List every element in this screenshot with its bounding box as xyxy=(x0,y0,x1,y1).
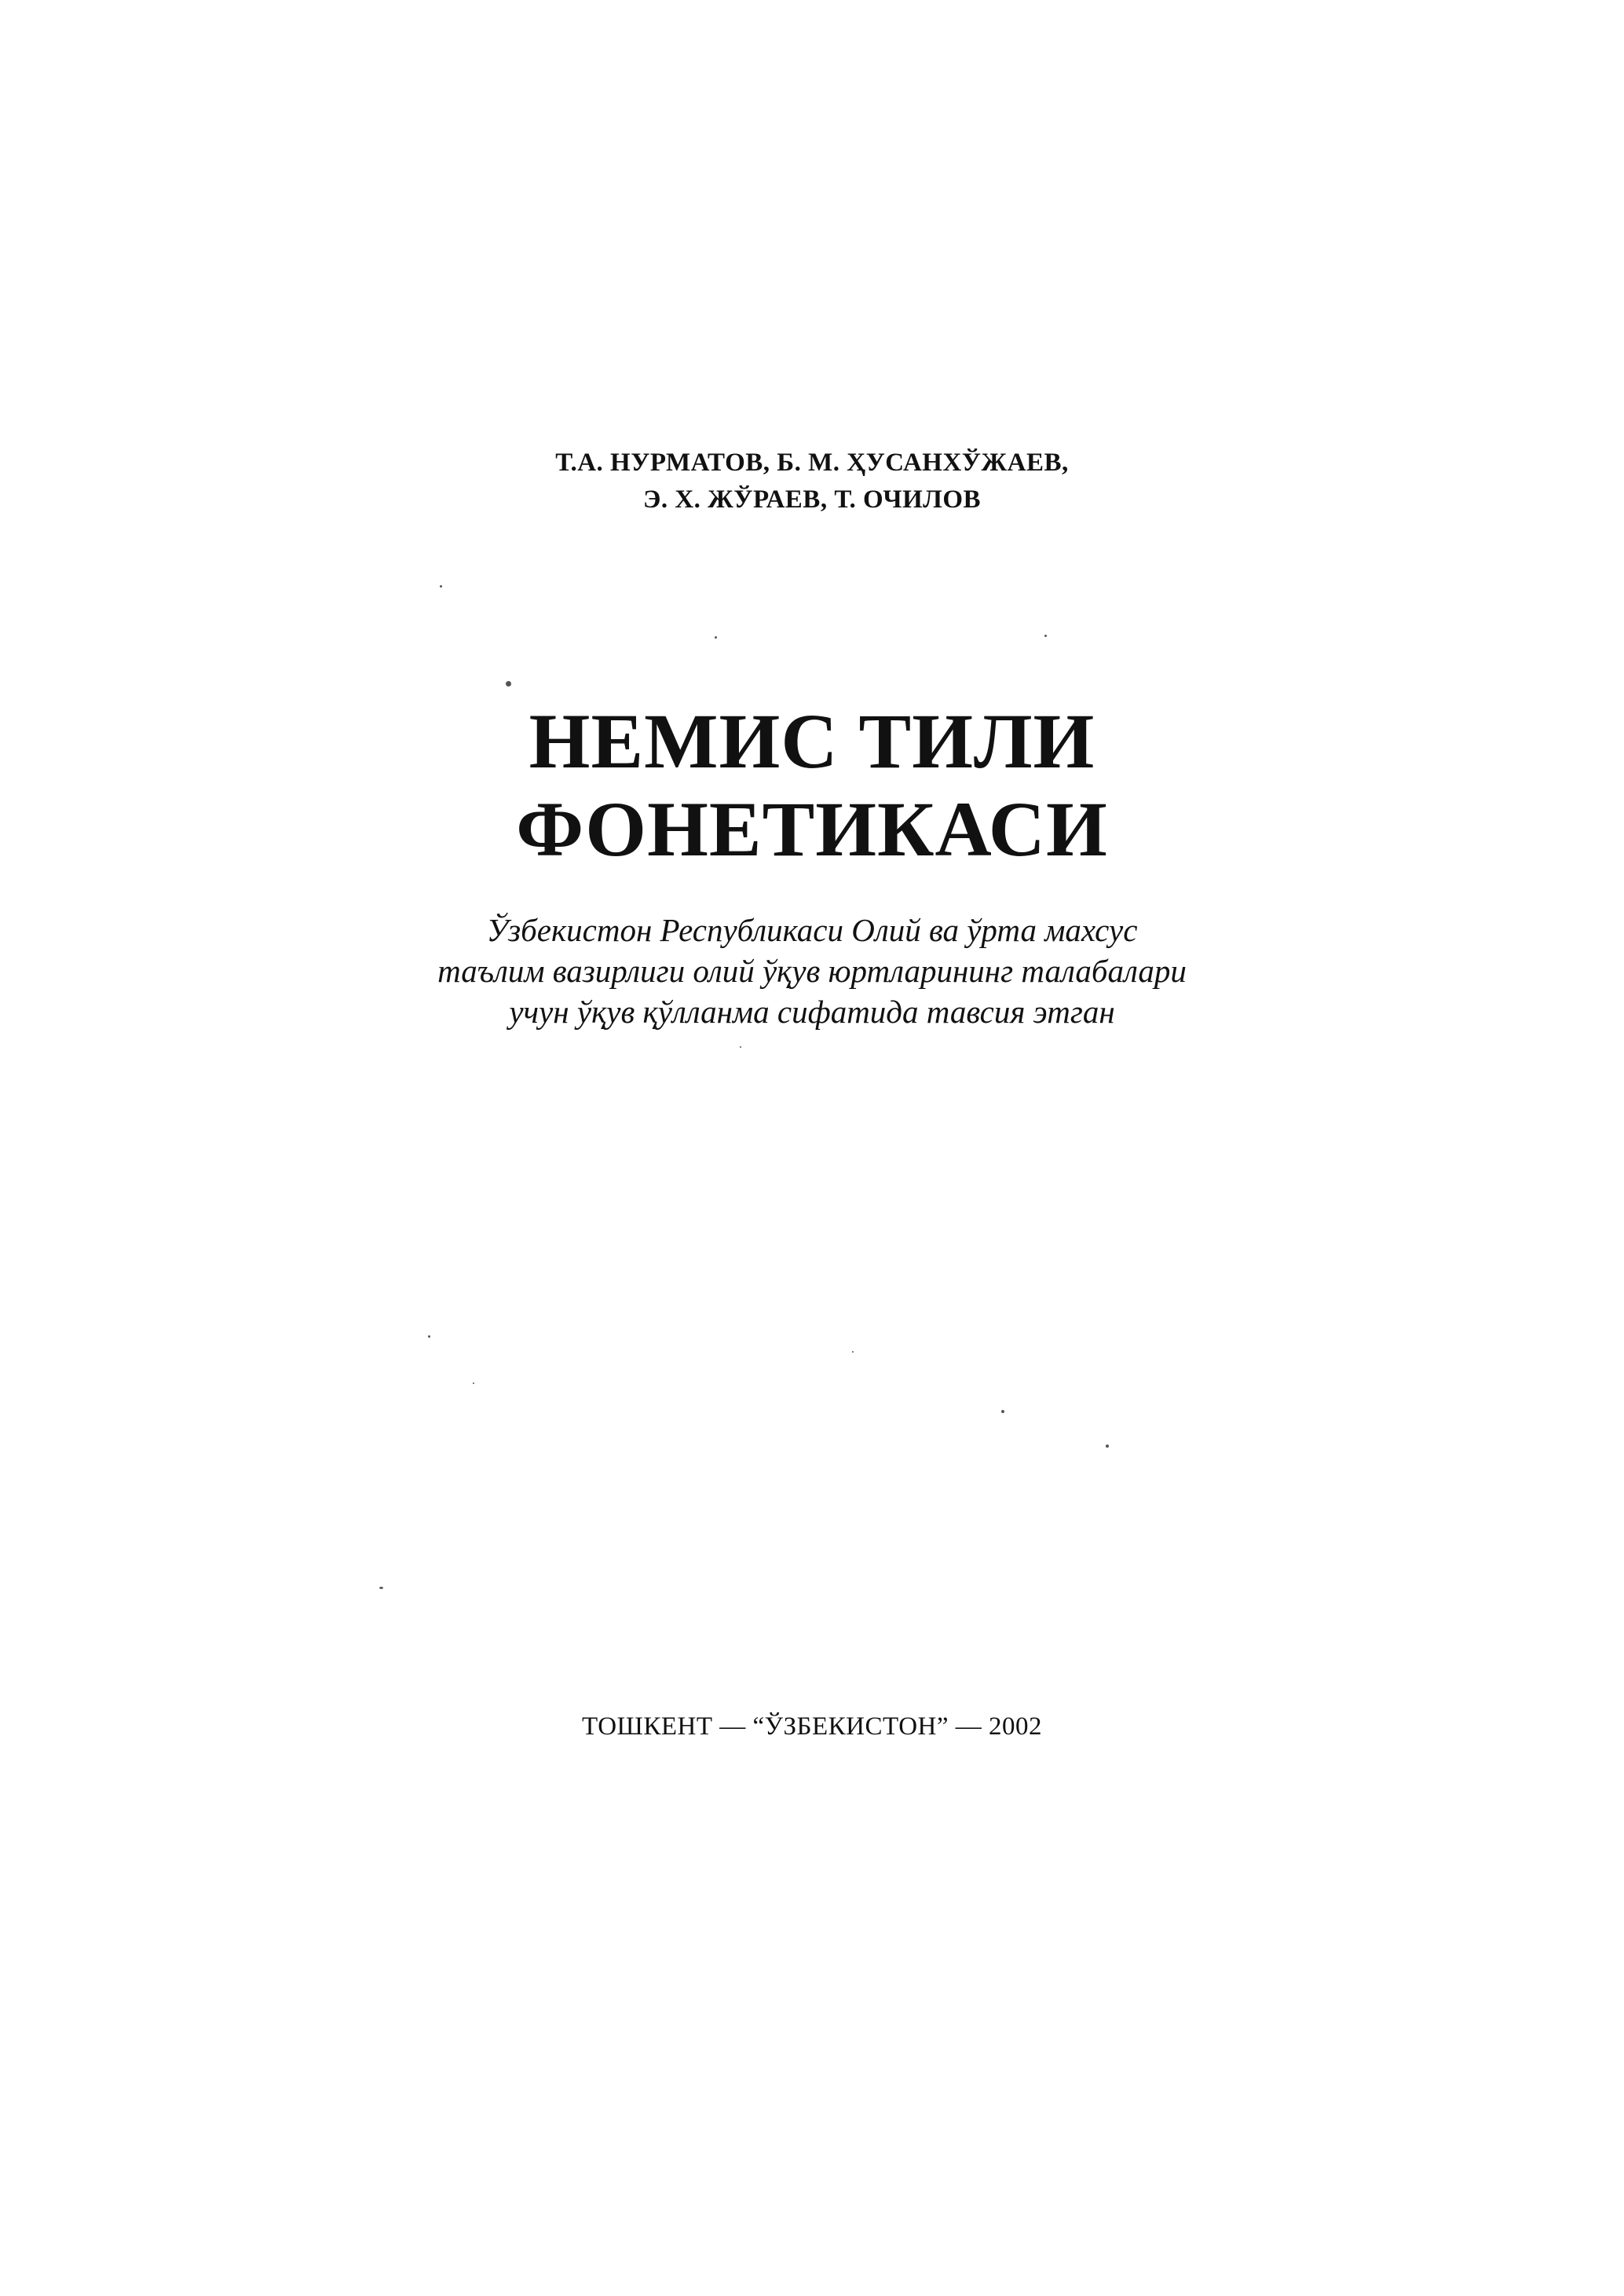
authors-line-2: Э. Х. ЖЎРАЕВ, Т. ОЧИЛОВ xyxy=(642,485,982,514)
scan-speck xyxy=(1001,1410,1004,1413)
scan-speck xyxy=(379,1587,383,1589)
scan-speck xyxy=(1044,635,1047,637)
scan-speck xyxy=(428,1335,430,1338)
scan-speck xyxy=(506,681,511,687)
book-title-line-2: ФОНЕТИКАСИ xyxy=(516,785,1108,873)
book-title xyxy=(0,698,1624,873)
scan-speck xyxy=(1106,1445,1109,1448)
approval-line-2: таълим вазирлиги олий ўқув юртларининг талабалари xyxy=(437,953,1187,989)
approval-line-1: Ўзбекистон Республикаси Олий ва ўрта махсус xyxy=(486,912,1138,948)
approval-statement xyxy=(0,910,1624,1032)
publisher-imprint: ТОШКЕНТ — “ЎЗБЕКИСТОН” — 2002 xyxy=(581,1712,1043,1741)
authors-line-1: Т.А. НУРМАТОВ, Б. М. ҲУСАНХЎЖАЕВ, xyxy=(555,449,1069,477)
scan-speck xyxy=(852,1351,854,1353)
approval-line-3: учун ўқув қўлланма сифатида тавсия этган xyxy=(509,994,1115,1030)
scan-speck xyxy=(715,636,717,639)
authors-block xyxy=(0,445,1624,518)
book-title-line-1: НЕМИС ТИЛИ xyxy=(529,698,1095,785)
scan-speck xyxy=(440,585,442,588)
scan-speck xyxy=(473,1382,474,1384)
scan-speck xyxy=(740,1046,741,1048)
